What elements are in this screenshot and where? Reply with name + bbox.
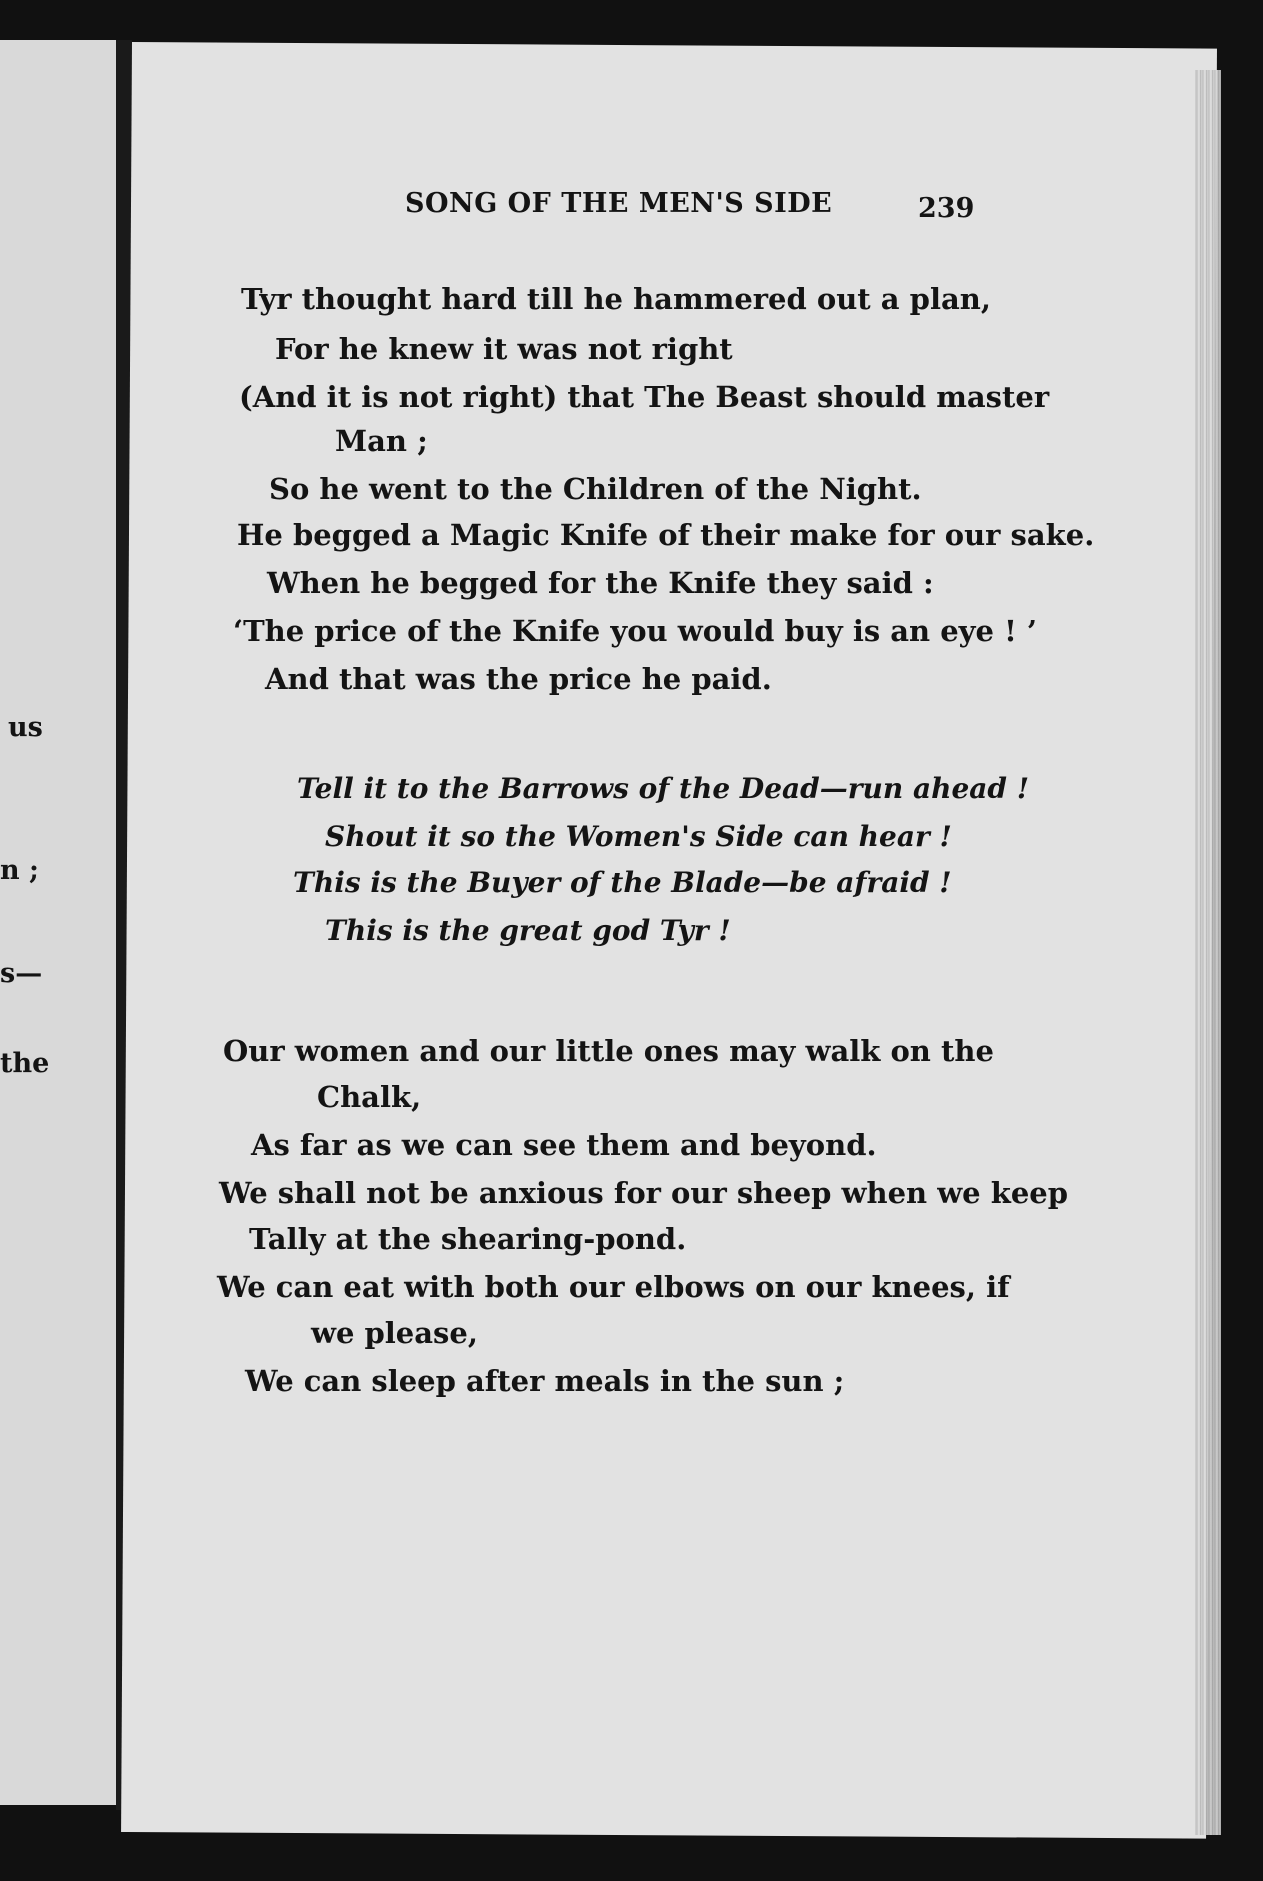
verse-line: We shall not be anxious for our sheep when we keep bbox=[219, 1176, 1069, 1210]
verse-line: Tally at the shearing-pond. bbox=[249, 1222, 687, 1256]
verse-line: He begged a Magic Knife of their make for our sake. bbox=[237, 518, 1095, 552]
left-page-fragment: us bbox=[8, 712, 43, 743]
refrain-line: Tell it to the Barrows of the Dead—run ahead ! bbox=[297, 772, 1030, 805]
verse-line: Chalk, bbox=[317, 1080, 422, 1114]
verse-line: We can sleep after meals in the sun ; bbox=[245, 1364, 845, 1398]
left-page-fragment: n ; bbox=[0, 855, 39, 886]
refrain-line: This is the Buyer of the Blade—be afraid ! bbox=[293, 866, 952, 899]
page-edge bbox=[1195, 70, 1221, 1835]
verse-line: As far as we can see them and beyond. bbox=[251, 1128, 877, 1162]
verse-line: we please, bbox=[311, 1316, 478, 1350]
running-header: SONG OF THE MEN'S SIDE bbox=[405, 188, 833, 219]
verse-line: Our women and our little ones may walk on the bbox=[223, 1034, 994, 1068]
verse-line: For he knew it was not right bbox=[275, 332, 733, 366]
verse-line: Tyr thought hard till he hammered out a plan, bbox=[241, 282, 991, 316]
verse-line: And that was the price he paid. bbox=[265, 662, 772, 696]
refrain-line: Shout it so the Women's Side can hear ! bbox=[325, 820, 952, 853]
page-number: 239 bbox=[918, 193, 975, 224]
verse-line: Man ; bbox=[335, 424, 428, 458]
verse-line: We can eat with both our elbows on our knees, if bbox=[217, 1270, 1010, 1304]
refrain-line: This is the great god Tyr ! bbox=[325, 914, 731, 947]
verse-line: (And it is not right) that The Beast should master bbox=[239, 380, 1050, 414]
verse-line: So he went to the Children of the Night. bbox=[269, 472, 922, 506]
verse-line: ‘The price of the Knife you would buy is an eye ! ’ bbox=[233, 614, 1037, 648]
left-page-fragment: the bbox=[0, 1048, 50, 1079]
verse-line: When he begged for the Knife they said : bbox=[267, 566, 934, 600]
left-page-fragment: s— bbox=[0, 958, 43, 989]
left-page bbox=[0, 40, 116, 1805]
